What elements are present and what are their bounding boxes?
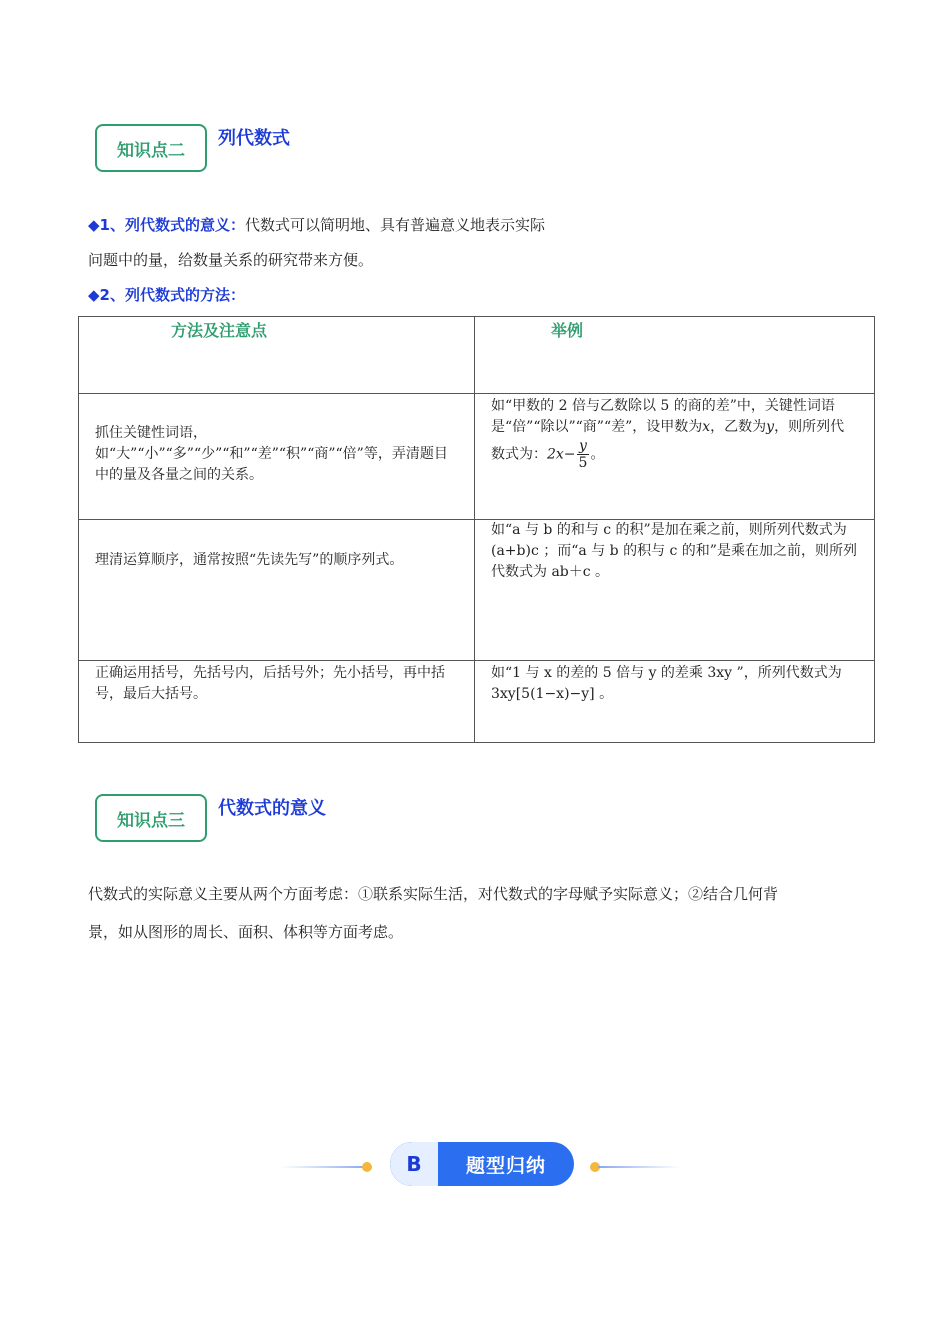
table-header-row [79,317,875,394]
var-x: x [702,419,711,435]
section-badge-label: 知识点二 [117,140,185,161]
example-end: 。 [590,446,605,463]
method-text: 理清运算顺序，通常按照“先读先写”的顺序列式。 [95,552,404,568]
table-header-example [475,317,875,394]
banner-letter: B [390,1142,438,1186]
section-badge-label: 知识点三 [117,810,185,831]
banner-label: 题型归纳 [465,1154,546,1177]
meaning-paragraph-line-1: 代数式的实际意义主要从两个方面考虑：①联系实际生活，对代数式的字母赋予实际意义；②结合几何背 [88,885,779,903]
table-row [79,520,875,661]
example-post: ，则所列代数式为： [491,419,845,463]
banner-pill [390,1142,574,1186]
section-title-algebraic-meaning: 代数式的意义 [218,798,326,819]
example-mid: ，乙数为 [710,419,767,435]
method-text: 抓住关键性词语，如“大”“小”“多”“少”“和”“差”“积”“商”“倍”等，弄清题目中的量及各量之间的关系。 [95,425,448,483]
table-row [79,661,875,743]
var-y: y [766,419,775,435]
section-badge-knowledge-3 [95,794,207,842]
header-method-label: 方法及注意点 [171,321,268,340]
table-cell-example [475,520,875,661]
formula-lead: 2x− [547,446,576,463]
banner-line-left [280,1166,368,1168]
table-cell-method [79,661,475,743]
banner-dot-left [362,1162,372,1172]
table-cell-example [475,661,875,743]
meaning-heading [88,214,545,235]
header-example-label: 举例 [551,321,584,340]
example-pre: 如“甲数的 2 倍与乙数除以 5 的商的差”中，关键性词语是“倍”“除以”“商”“差”，设甲数为 [491,398,835,435]
fraction-numerator: y [579,438,587,454]
meaning-paragraph-line-2: 景，如从图形的周长、面积、体积等方面考虑。 [88,923,404,941]
section-badge-knowledge-2 [95,124,207,172]
fraction-y-over-5 [577,438,590,471]
example-text [475,394,874,475]
table-header-method [79,317,475,394]
table-row [79,394,875,520]
question-type-banner [280,1140,680,1190]
example-text: 如“1 与 x 的差的 5 倍与 y 的差乘 3xy ”，所列代数式为 3xy[5(1−x)−y] 。 [491,665,842,702]
meaning-body-line-2: 问题中的量，给数量关系的研究带来方便。 [88,251,374,269]
method-heading: ◆2、列代数式的方法： [88,286,245,304]
table-cell-method [79,520,475,661]
section-title-list-algebraic: 列代数式 [218,128,290,149]
banner-line-right [598,1166,680,1168]
method-text: 正确运用括号，先括号内，后括号外；先小括号，再中括号，最后大括号。 [95,665,445,702]
methods-table [78,316,875,743]
table-cell-method [79,394,475,520]
example-text: 如“a 与 b 的和与 c 的积”是加在乘之前，则所列代数式为(a+b)c ；而“a 与 b 的积与 c 的和”是乘在加之前，则所列代数式为 ab＋c 。 [491,522,857,580]
meaning-body-line-1: 代数式可以简明地、具有普遍意义地表示实际 [244,216,545,234]
meaning-heading-label: ◆1、列代数式的意义： [88,216,245,234]
fraction-denominator: 5 [578,455,588,471]
table-cell-example [475,394,875,520]
